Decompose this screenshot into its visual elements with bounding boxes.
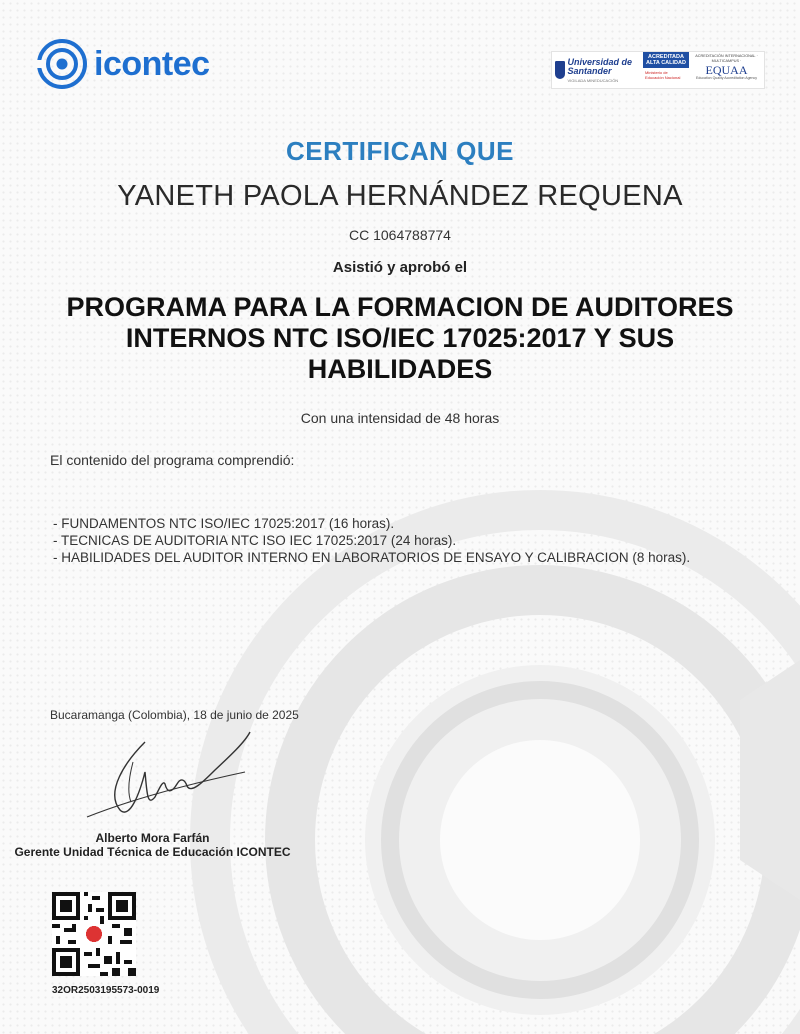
signer-name: Alberto Mora Farfán: [95, 831, 210, 845]
university-name: Universidad de Santander: [567, 56, 633, 76]
accreditation-badge-title: ACREDITADA ALTA CALIDAD: [643, 52, 689, 68]
equaa-top: ACREDITACIÓN INTERNACIONAL · MULTICAMPUS ·: [695, 54, 758, 63]
verification-code: 32OR2503195573-0019: [52, 985, 160, 996]
accreditation-panel: [551, 51, 765, 89]
content-intro: El contenido del programa comprendió:: [50, 452, 295, 468]
qr-code: [52, 892, 136, 976]
attended-label: Asistió y aprobó el: [332, 259, 468, 276]
icontec-logo-icon: [36, 38, 88, 90]
university-sub: VIGILADA MINEDUCACIÓN: [567, 77, 619, 83]
recipient-id: CC 1064788774: [349, 227, 451, 243]
intensity: Con una intensidad de 48 horas: [300, 410, 500, 426]
equaa-sub: Education Quality Accreditation Agency: [696, 76, 757, 80]
university-badge: [552, 52, 643, 88]
list-item: - HABILIDADES DEL AUDITOR INTERNO EN LABORATORIOS DE ENSAYO Y CALIBRACION (8 horas).: [53, 550, 691, 565]
signer-block: [0, 831, 305, 859]
program-title: PROGRAMA PARA LA FORMACION DE AUDITORES INTERNOS NTC ISO/IEC 17025:2017 Y SUS HABILIDADES: [66, 292, 734, 384]
content-list: [53, 515, 690, 566]
certificate-heading: CERTIFICAN QUE: [286, 136, 514, 166]
recipient-name: YANETH PAOLA HERNÁNDEZ REQUENA: [117, 180, 683, 212]
list-item: - TECNICAS DE AUDITORIA NTC ISO IEC 17025:2017 (24 horas).: [53, 533, 457, 548]
accreditation-badge-body: Ministerio de Educación Nacional: [645, 70, 681, 80]
logo-text: icontec: [94, 44, 210, 83]
list-item: - FUNDAMENTOS NTC ISO/IEC 17025:2017 (16 horas).: [53, 516, 395, 531]
place-date: Bucaramanga (Colombia), 18 de junio de 2025: [50, 708, 299, 722]
equaa-badge: [689, 52, 764, 88]
accreditation-badge: [643, 52, 689, 88]
university-shield-icon: [555, 61, 565, 79]
signer-title: Gerente Unidad Técnica de Educación ICONTEC: [14, 845, 291, 859]
equaa-name: EQUAA: [705, 63, 748, 77]
icontec-logo: [36, 36, 210, 92]
signature-image: [85, 722, 255, 832]
